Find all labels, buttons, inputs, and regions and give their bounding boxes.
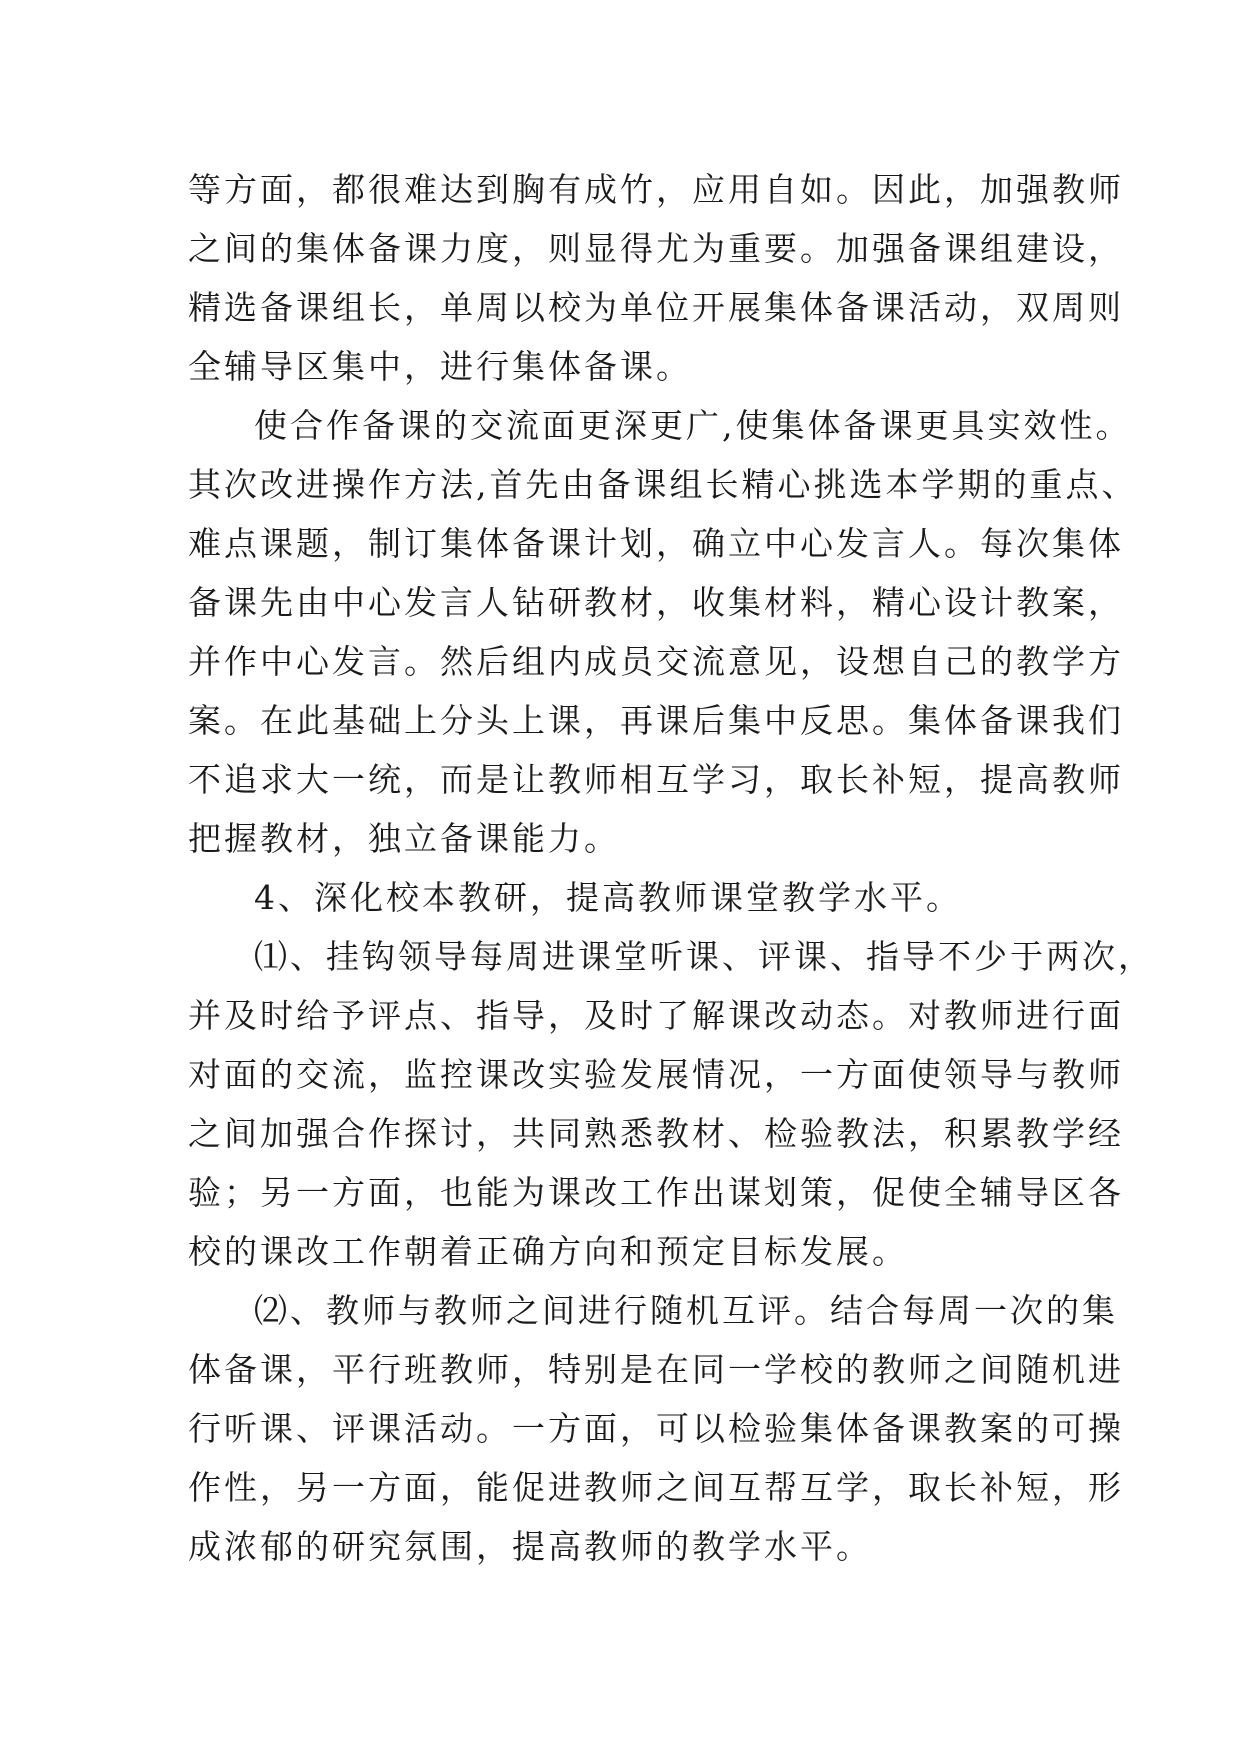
body-text — [188, 160, 1154, 1576]
text-line: 对面的交流，监控课改实验发展情况，一方面使领导与教师 — [188, 1055, 1124, 1094]
paragraph-first-line: ⑴、挂钩领导每周进课堂听课、评课、指导不少于两次， — [254, 937, 1154, 976]
text-line: 案。在此基础上分头上课，再课后集中反思。集体备课我们 — [188, 701, 1124, 740]
text-line: 并作中心发言。然后组内成员交流意见，设想自己的教学方 — [188, 642, 1124, 681]
text-line: 之间的集体备课力度，则显得尤为重要。加强备课组建设， — [188, 229, 1124, 268]
paragraph-first-line: ⑵、教师与教师之间进行随机互评。结合每周一次的集 — [254, 1291, 1118, 1330]
text-line: 作性，另一方面，能促进教师之间互帮互学，取长补短，形 — [188, 1468, 1124, 1507]
text-line: 精选备课组长，单周以校为单位开展集体备课活动，双周则 — [188, 288, 1124, 327]
text-line: 之间加强合作探讨，共同熟悉教材、检验教法，积累教学经 — [188, 1114, 1124, 1153]
text-line: 不追求大一统，而是让教师相互学习，取长补短，提高教师 — [188, 760, 1124, 799]
text-line: 其次改进操作方法,首先由备课组长精心挑选本学期的重点、 — [188, 465, 1138, 504]
paragraph-first-line: 使合作备课的交流面更深更广,使集体备课更具实效性。 — [254, 406, 1132, 445]
text-line: 全辅导区集中，进行集体备课。 — [188, 347, 692, 386]
section-heading: 4、深化校本教研，提高教师课堂教学水平。 — [254, 878, 962, 917]
text-line: 验；另一方面，也能为课改工作出谋划策，促使全辅导区各 — [188, 1173, 1124, 1212]
text-line: 备课先由中心发言人钻研教材，收集材料，精心设计教案， — [188, 583, 1124, 622]
text-line: 体备课，平行班教师，特别是在同一学校的教师之间随机进 — [188, 1350, 1124, 1389]
text-line: 校的课改工作朝着正确方向和预定目标发展。 — [188, 1232, 908, 1271]
text-line: 行听课、评课活动。一方面，可以检验集体备课教案的可操 — [188, 1409, 1124, 1448]
text-line: 成浓郁的研究氛围，提高教师的教学水平。 — [188, 1527, 872, 1566]
text-line: 把握教材，独立备课能力。 — [188, 819, 620, 858]
text-line: 等方面，都很难达到胸有成竹，应用自如。因此，加强教师 — [188, 170, 1124, 209]
text-line: 并及时给予评点、指导，及时了解课改动态。对教师进行面 — [188, 996, 1124, 1035]
text-line: 难点课题，制订集体备课计划，确立中心发言人。每次集体 — [188, 524, 1124, 563]
